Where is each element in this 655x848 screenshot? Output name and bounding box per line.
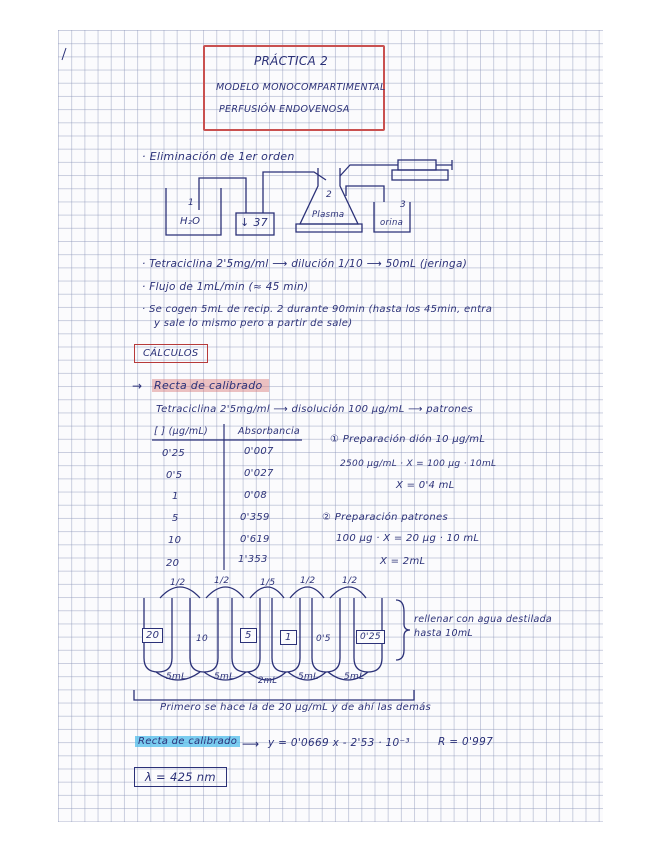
flask-name: Plasma <box>312 210 345 220</box>
recta-arrow: → <box>132 379 143 393</box>
pen-mark <box>62 48 66 60</box>
table-header-conc: [ ] (µg/mL) <box>154 426 208 437</box>
dilution-3: 1/5 <box>260 578 276 588</box>
elimination-order: · Eliminación de 1er orden <box>142 150 295 163</box>
dilution-5: 1/2 <box>342 576 358 586</box>
volume-4: 5mL <box>298 672 319 682</box>
beaker-1-number: 1 <box>188 198 195 208</box>
fill-note-line-2: hasta 10mL <box>414 628 473 639</box>
table-conc-3: 1 <box>172 491 179 502</box>
prep-2-eq2: X = 2mL <box>380 556 426 567</box>
table-conc-2: 0'5 <box>166 470 183 481</box>
tube-label-0-5: 0'5 <box>316 634 331 644</box>
prep-1-heading: ① Preparación dión 10 µg/mL <box>330 434 486 445</box>
dilution-2: 1/2 <box>214 576 230 586</box>
recta-heading: Recta de calibrado <box>152 379 269 392</box>
volume-1: 5mL <box>166 672 187 682</box>
lambda-box: λ = 425 nm <box>134 767 227 787</box>
tube-label-0-25: 0'25 <box>356 630 385 644</box>
tube-label-20: 20 <box>142 628 163 643</box>
dilution-4: 1/2 <box>300 576 316 586</box>
prep-2-heading: ② Preparación patrones <box>322 512 448 523</box>
title-line-1: PRÁCTICA 2 <box>254 54 329 68</box>
volume-2: 5mL <box>214 672 235 682</box>
beaker-3-name: orina <box>380 218 404 228</box>
bullet-2: · Flujo de 1mL/min (≈ 45 min) <box>142 281 309 293</box>
table-abs-5: 0'619 <box>240 534 270 545</box>
table-abs-4: 0'359 <box>240 512 270 523</box>
regression-equation: y = 0'0669 x - 2'53 · 10⁻³ <box>268 737 410 749</box>
fill-note-line-1: rellenar con agua destilada <box>414 614 553 625</box>
regression-r: R = 0'997 <box>438 736 494 748</box>
volume-5: 5mL <box>344 672 365 682</box>
bullet-1: · Tetraciclina 2'5mg/ml ⟶ dilución 1/10 ⟶ 50mL (jeringa) <box>142 258 468 270</box>
table-conc-1: 0'25 <box>162 448 186 459</box>
table-abs-6: 1'353 <box>238 554 268 565</box>
table-abs-1: 0'007 <box>244 446 274 457</box>
title-line-2: MODELO MONOCOMPARTIMENTAL <box>216 82 386 93</box>
beaker-3-number: 3 <box>400 200 407 210</box>
prep-2-eq1: 100 µg · X = 20 µg · 10 mL <box>336 533 480 544</box>
beaker-1-name: H₂O <box>180 216 201 227</box>
bullet-3: · Se cogen 5mL de recip. 2 durante 90min (hasta los 45min, entra <box>142 304 493 315</box>
tube-label-5: 5 <box>240 628 257 643</box>
table-conc-6: 20 <box>166 558 180 569</box>
prep-1-eq2: X = 0'4 mL <box>396 480 455 491</box>
flask-number: 2 <box>326 190 333 200</box>
title-line-3: PERFUSIÓN ENDOVENOSA <box>219 104 350 115</box>
tube-label-1: 1 <box>280 630 297 645</box>
table-header-abs: Absorbancia <box>238 426 301 437</box>
table-conc-4: 5 <box>172 513 179 524</box>
calculos-heading: CÁLCULOS <box>134 344 208 363</box>
regression-label: Recta de calibrado <box>135 736 240 747</box>
table-abs-3: 0'08 <box>244 490 268 501</box>
pump-label: ↓ 37 <box>240 216 268 229</box>
volume-3: 2mL <box>258 676 278 686</box>
recta-subtitle: Tetraciclina 2'5mg/ml ⟶ disolución 100 µg/mL ⟶ patrones <box>156 404 473 415</box>
dilution-1: 1/2 <box>170 578 186 588</box>
dilution-caption: Primero se hace la de 20 µg/mL y de ahí las demás <box>160 702 432 713</box>
prep-1-eq1: 2500 µg/mL · X = 100 µg · 10mL <box>340 459 497 469</box>
tube-label-10: 10 <box>196 634 209 644</box>
table-conc-5: 10 <box>168 535 182 546</box>
regression-arrow: ⟶ <box>242 737 260 751</box>
table-abs-2: 0'027 <box>244 468 274 479</box>
bullet-3-cont: y sale lo mismo pero a partir de sale) <box>154 318 353 329</box>
